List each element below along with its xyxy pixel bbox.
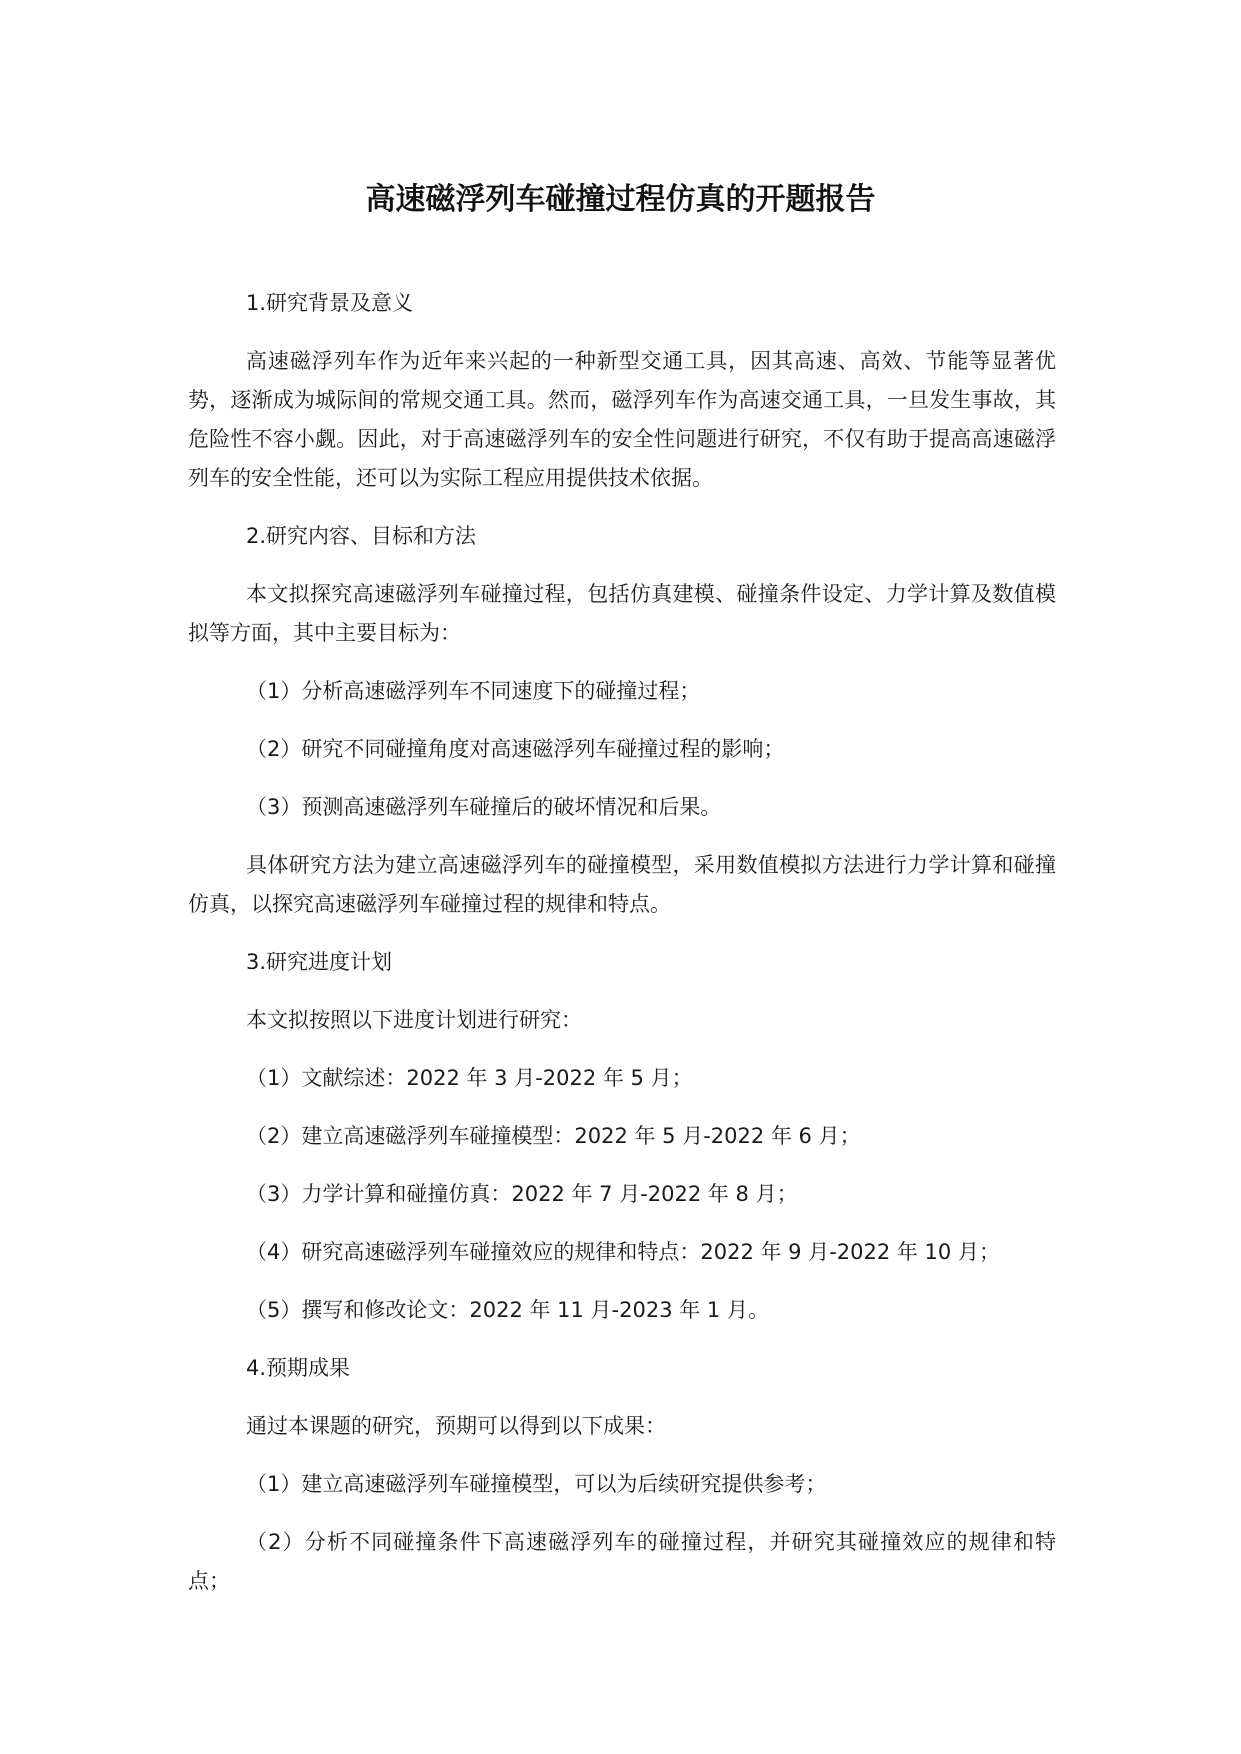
schedule-item-5: （5）撰写和修改论文：2022 年 11 月-2023 年 1 月。	[246, 1298, 769, 1322]
paragraph-schedule-intro: 本文拟按照以下进度计划进行研究：	[246, 1008, 582, 1032]
paragraph-background: 高速磁浮列车作为近年来兴起的一种新型交通工具，因其高速、高效、节能等显著优势，逐渐成为城际间的常规交通工具。然而，磁浮列车作为高速交通工具，一旦发生事故，其危险性不容小觑。因此，对于高速磁浮列车的安全性问题进行研究，不仅有助于提高高速磁浮列车的安全性能，还可以为实际工程应用提供技术依据。	[188, 349, 1056, 490]
schedule-item-1: （1）文献综述：2022 年 3 月-2022 年 5 月；	[246, 1066, 693, 1090]
paragraph-content-intro: 本文拟探究高速磁浮列车碰撞过程，包括仿真建模、碰撞条件设定、力学计算及数值模拟等方面，其中主要目标为：	[188, 582, 1056, 645]
paragraph-results-intro: 通过本课题的研究，预期可以得到以下成果：	[246, 1414, 666, 1438]
section-heading-content: 2.研究内容、目标和方法	[246, 524, 477, 548]
result-item-1: （1）建立高速磁浮列车碰撞模型，可以为后续研究提供参考；	[246, 1472, 827, 1496]
schedule-item-3: （3）力学计算和碰撞仿真：2022 年 7 月-2022 年 8 月；	[246, 1182, 798, 1206]
goal-item-1: （1）分析高速磁浮列车不同速度下的碰撞过程；	[246, 679, 701, 703]
page-title: 高速磁浮列车碰撞过程仿真的开题报告	[365, 182, 876, 217]
document-body	[188, 284, 1056, 1620]
paragraph-method: 具体研究方法为建立高速磁浮列车的碰撞模型，采用数值模拟方法进行力学计算和碰撞仿真，以探究高速磁浮列车碰撞过程的规律和特点。	[188, 853, 1056, 916]
schedule-item-2: （2）建立高速磁浮列车碰撞模型：2022 年 5 月-2022 年 6 月；	[246, 1124, 861, 1148]
section-heading-background: 1.研究背景及意义	[246, 291, 414, 315]
goal-item-3: （3）预测高速磁浮列车碰撞后的破坏情况和后果。	[246, 795, 722, 819]
goal-item-2: （2）研究不同碰撞角度对高速磁浮列车碰撞过程的影响；	[246, 737, 785, 761]
schedule-item-4: （4）研究高速磁浮列车碰撞效应的规律和特点：2022 年 9 月-2022 年 10 月；	[246, 1240, 1000, 1264]
section-heading-schedule: 3.研究进度计划	[246, 950, 393, 974]
result-item-2: （2）分析不同碰撞条件下高速磁浮列车的碰撞过程，并研究其碰撞效应的规律和特点；	[188, 1530, 1056, 1593]
section-heading-results: 4.预期成果	[246, 1356, 351, 1380]
